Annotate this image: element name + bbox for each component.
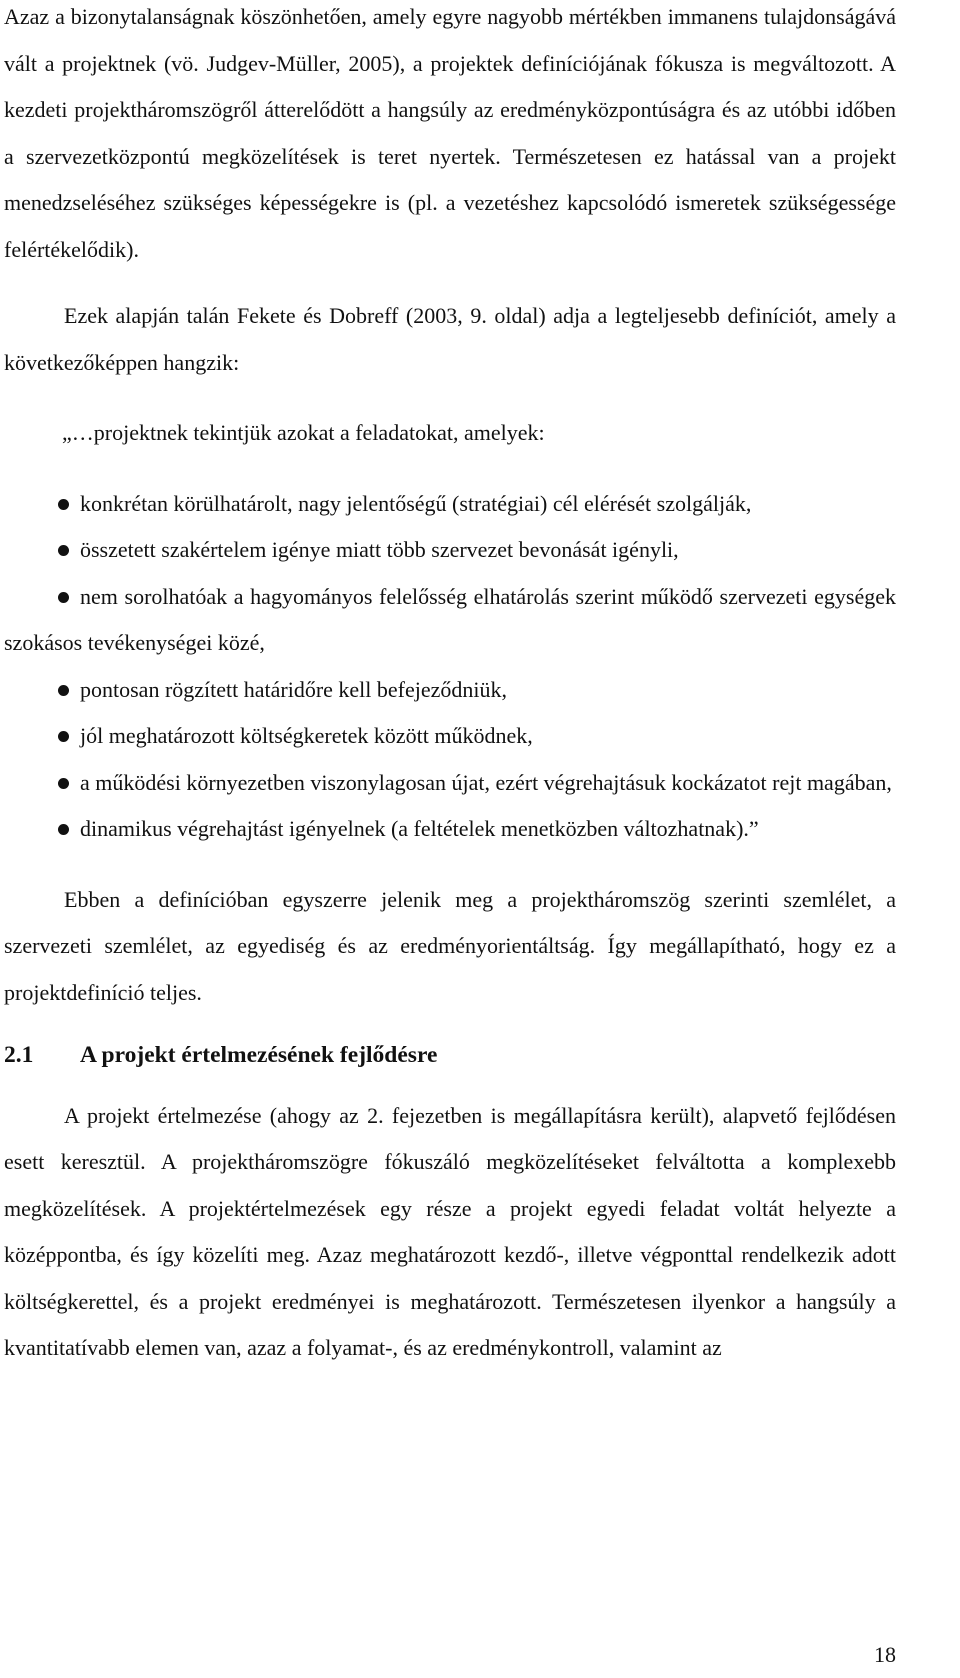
list-item: jól meghatározott költségkeretek között működnek,	[4, 713, 896, 760]
section-number: 2.1	[4, 1042, 34, 1068]
bullet-icon	[58, 592, 69, 603]
paragraph-uncertainty: Azaz a bizonytalanságnak köszönhetően, amely egyre nagyobb mértékben immanens tulajdonságává vált a projektnek (vö. Judgev-Müller, 2005), a projektek definíciójának fókusza is megváltozott. A kezdeti projektháromszögről átterelődött a hangsúly az eredményközpontúságra és az utóbbi időben a szervezetközpontú megközelítések is teret nyertek. Természetesen ez hatással van a projekt menedzseléséhez szükséges képességekre is (pl. a vezetéshez kapcsolódó ismeretek szükségessége felértékelődik).	[4, 4, 896, 262]
list-item: összetett szakértelem igénye miatt több szervezet bevonását igényli,	[4, 527, 896, 574]
quote-intro: „…projektnek tekintjük azokat a feladatokat, amelyek:	[62, 420, 545, 445]
list-item: pontosan rögzített határidőre kell befejeződniük,	[4, 667, 896, 714]
bullet-icon	[58, 499, 69, 510]
list-item: konkrétan körülhatárolt, nagy jelentőségű (stratégiai) cél elérését szolgálják,	[4, 481, 896, 528]
bullet-icon	[58, 545, 69, 556]
bullet-icon	[58, 778, 69, 789]
list-item: dinamikus végrehajtást igényelnek (a feltételek menetközben változhatnak).”	[4, 806, 896, 853]
section-title: A projekt értelmezésének fejlődésre	[80, 1042, 438, 1068]
document-page	[4, 0, 896, 1372]
list-item: nem sorolhatóak a hagyományos felelősség elhatárolás szerint működő szervezeti egységek szokásos tevékenységei közé,	[4, 583, 896, 655]
bullet-icon	[58, 824, 69, 835]
paragraph-definition-summary: Ebben a definícióban egyszerre jelenik meg a projektháromszög szerinti szemlélet, a szervezeti szemlélet, az egyediség és az eredményorientáltság. Így megállapítható, hogy ez a projektdefiníció teljes.	[4, 886, 896, 1005]
paragraph-definition-intro: Ezek alapján talán Fekete és Dobreff (2003, 9. oldal) adja a legteljesebb definíciót, amely a következőképpen hangzik:	[4, 303, 896, 375]
definition-quote	[4, 410, 896, 853]
section-heading	[4, 1032, 896, 1079]
list-item: a működési környezetben viszonylagosan újat, ezért végrehajtásuk kockázatot rejt magában,	[4, 760, 896, 807]
bullet-icon	[58, 685, 69, 696]
quote-bullet-list	[4, 481, 896, 853]
page-number: 18	[874, 1642, 896, 1667]
bullet-icon	[58, 731, 69, 742]
paragraph-section-body: A projekt értelmezése (ahogy az 2. fejezetben is megállapításra került), alapvető fejlődésen esett keresztül. A projektháromszögre fókuszáló megközelítéseket felváltotta a komplexebb megközelítések. A projektértelmezések egy része a projekt egyedi feladat voltát helyezte a középpontba, és így közelíti meg. Azaz meghatározott kezdő-, illetve végponttal rendelkezik adott költségkerettel, és a projekt eredményei is meghatározott. Természetesen ilyenkor a hangsúly a kvantitatívabb elemen van, azaz a folyamat-, és az eredménykontroll, valamint az	[4, 1102, 896, 1360]
